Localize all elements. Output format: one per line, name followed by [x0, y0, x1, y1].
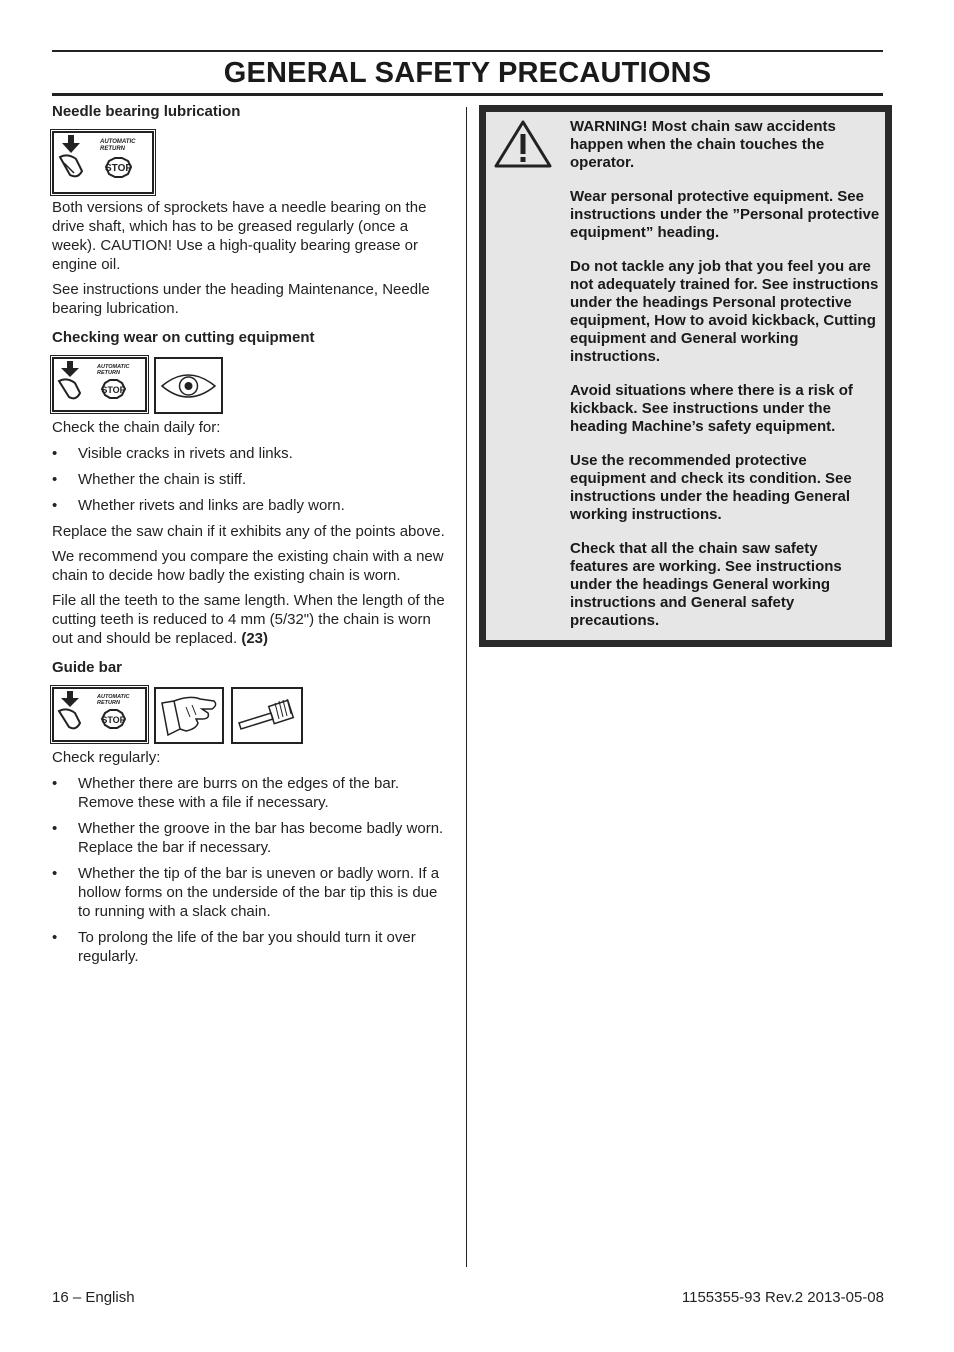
list-item: • Whether rivets and links are badly worn. [52, 497, 345, 514]
brake-stop-icon [52, 687, 147, 742]
list-item: • Whether the tip of the bar is uneven or badly worn. If a hollow forms on the underside of the bar tip this is due to running with a slack chain. [52, 865, 440, 920]
svg-text:AUTOMATIC: AUTOMATIC [97, 694, 130, 700]
footer-page-number: 16 – English [52, 1289, 135, 1306]
svg-text:RETURN: RETURN [97, 370, 120, 376]
svg-text:STOP: STOP [101, 715, 126, 725]
warning-paragraph: Use the recommended protective equipment and check its condition. See instructions under the heading General working instructions. [570, 452, 852, 523]
svg-text:AUTOMATIC: AUTOMATIC [100, 139, 136, 145]
warning-paragraph: Avoid situations where there is a risk of kickback. See instructions under the heading Machine’s safety equipment. [570, 382, 853, 435]
needle-paragraph-2: See instructions under the heading Maintenance, Needle bearing lubrication. [52, 281, 430, 317]
icon-row-guide [52, 687, 454, 744]
wear-intro: Check the chain daily for: [52, 419, 221, 436]
svg-text:STOP: STOP [104, 163, 133, 174]
column-divider [466, 107, 467, 1267]
svg-text:AUTOMATIC: AUTOMATIC [97, 364, 130, 370]
warning-paragraph: Wear personal protective equipment. See instructions under the ”Personal protective equipment” heading. [570, 188, 880, 241]
eye-icon [154, 357, 223, 414]
warning-paragraph: Do not tackle any job that you feel you are not adequately trained for. See instructions under the headings Personal protective equipment, How to avoid kickback, Cutting equipment and General working instructions. [570, 258, 879, 365]
guide-intro: Check regularly: [52, 749, 161, 766]
wear-paragraph-2: We recommend you compare the existing chain with a new chain to decide how badly the existing chain is worn. [52, 548, 444, 584]
guide-bullet-list [52, 774, 454, 966]
wear-paragraph-3: File all the teeth to the same length. When the length of the cutting teeth is reduced to 4 mm (5/32") the chain is worn out and should be replaced. (23) [52, 592, 445, 647]
page-title: GENERAL SAFETY PRECAUTIONS [223, 57, 712, 89]
list-item: • Whether there are burrs on the edges of the bar. Remove these with a file if necessary. [52, 775, 400, 811]
svg-text:RETURN: RETURN [97, 700, 120, 706]
icon-row-needle [52, 131, 454, 194]
list-item: • Whether the groove in the bar has become badly worn. Replace the bar if necessary. [52, 820, 444, 856]
header-rule-top [52, 50, 883, 52]
section-heading-guide: Guide bar [52, 659, 123, 676]
wear-paragraph-1: Replace the saw chain if it exhibits any of the points above. [52, 523, 445, 540]
wear-bullet-list [52, 444, 454, 515]
footer-document-id: 1155355-93 Rev.2 2013-05-08 [681, 1289, 884, 1306]
list-item: • To prolong the life of the bar you should turn it over regularly. [52, 929, 416, 965]
list-item: • Visible cracks in rivets and links. [52, 445, 293, 462]
svg-text:STOP: STOP [101, 385, 126, 395]
header-rule-bottom [52, 93, 883, 96]
needle-paragraph-1: Both versions of sprockets have a needle bearing on the drive shaft, which has to be greased regularly (once a week). CAUTION! Use a high-quality bearing grease or engine oil. [52, 199, 427, 273]
left-column [52, 102, 454, 973]
warning-paragraph: WARNING! Most chain saw accidents happen when the chain touches the operator. [570, 118, 836, 171]
section-heading-wear: Checking wear on cutting equipment [52, 329, 315, 346]
warning-triangle-icon [492, 118, 554, 175]
figure-reference: (23) [241, 630, 269, 647]
brake-stop-icon [52, 357, 147, 412]
warning-text [570, 118, 880, 646]
svg-text:RETURN: RETURN [100, 146, 125, 152]
icon-row-wear [52, 357, 454, 414]
warning-paragraph: Check that all the chain saw safety features are working. See instructions under the headings General working instructions and General safety precautions. [570, 540, 842, 629]
brush-icon [231, 687, 303, 744]
brake-stop-icon [52, 131, 154, 194]
list-item: • Whether the chain is stiff. [52, 471, 247, 488]
glove-icon [154, 687, 224, 744]
section-heading-needle: Needle bearing lubrication [52, 103, 241, 120]
warning-box [479, 105, 892, 647]
